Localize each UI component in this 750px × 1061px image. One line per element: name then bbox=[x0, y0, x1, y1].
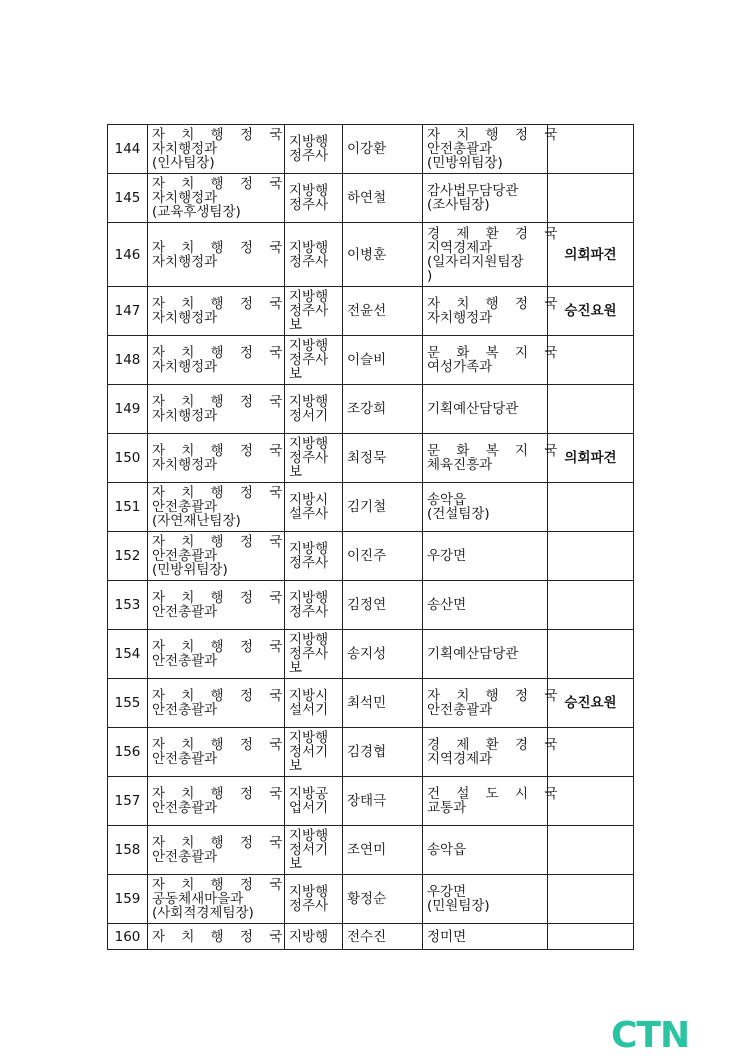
new-assignment bbox=[423, 483, 548, 532]
current-department-line: 자 치 행 정 국 bbox=[152, 688, 289, 704]
employee-name: 황정순 bbox=[343, 875, 423, 924]
rank bbox=[285, 581, 343, 630]
current-department-line: 안전총괄과 bbox=[152, 849, 218, 865]
rank-line: 설주사 bbox=[289, 506, 329, 522]
rank bbox=[285, 223, 343, 287]
row-number: 149 bbox=[108, 385, 148, 434]
new-assignment bbox=[423, 581, 548, 630]
new-assignment bbox=[423, 532, 548, 581]
current-department-line: 안전총괄과 bbox=[152, 548, 218, 564]
table-row bbox=[108, 532, 634, 581]
current-department bbox=[148, 125, 289, 174]
new-assignment-line: 지역경제과 bbox=[427, 751, 493, 767]
new-assignment-line: 건 설 도 시 국 bbox=[427, 786, 564, 802]
new-assignment-line: 교통과 bbox=[427, 800, 467, 816]
new-assignment-line: (일자리지원팀장 bbox=[427, 253, 524, 270]
ctn-logo: CTN bbox=[611, 1015, 690, 1056]
current-department bbox=[148, 826, 289, 875]
new-assignment-line: 문 화 복 지 국 bbox=[427, 345, 564, 361]
rank-line: 지방행 bbox=[289, 134, 329, 150]
remark bbox=[548, 532, 634, 581]
rank-line: 보 bbox=[289, 317, 303, 333]
new-assignment bbox=[423, 385, 548, 434]
rank-line: 지방행 bbox=[289, 183, 329, 199]
row-number: 146 bbox=[108, 223, 148, 287]
new-assignment-line: 자 치 행 정 국 bbox=[427, 688, 564, 704]
row-number: 151 bbox=[108, 483, 148, 532]
new-assignment-line: 지역경제과 bbox=[427, 239, 493, 256]
current-department bbox=[148, 630, 289, 679]
rank bbox=[285, 630, 343, 679]
new-assignment-line: 자치행정과 bbox=[427, 310, 493, 326]
rank-line: 지방행 bbox=[289, 239, 329, 256]
employee-name: 이병훈 bbox=[343, 223, 423, 287]
rank-line: 지방행 bbox=[289, 289, 329, 305]
rank bbox=[285, 336, 343, 385]
remark bbox=[548, 630, 634, 679]
employee-name: 김정연 bbox=[343, 581, 423, 630]
remark bbox=[548, 875, 634, 924]
current-department-line: 자치행정과 bbox=[152, 457, 218, 473]
new-assignment bbox=[423, 336, 564, 385]
current-department bbox=[148, 581, 289, 630]
rank bbox=[285, 875, 343, 924]
current-department-line: 자치행정과 bbox=[152, 141, 218, 157]
current-department-line: 자 치 행 정 국 bbox=[152, 296, 289, 312]
employee-name: 이강환 bbox=[343, 125, 423, 174]
table-row bbox=[108, 125, 634, 174]
current-department bbox=[148, 223, 289, 287]
employee-name: 조강희 bbox=[343, 385, 423, 434]
rank-line: 보 bbox=[289, 758, 303, 774]
current-department-line: (교육후생팀장) bbox=[152, 204, 241, 220]
personnel-table bbox=[107, 124, 634, 950]
rank bbox=[285, 532, 343, 581]
new-assignment bbox=[423, 434, 564, 483]
current-department-line: 자 치 행 정 국 bbox=[152, 835, 289, 851]
new-assignment bbox=[423, 287, 564, 336]
row-number: 155 bbox=[108, 679, 148, 728]
new-assignment-line: ) bbox=[427, 267, 433, 284]
rank bbox=[285, 287, 343, 336]
table-row bbox=[108, 826, 634, 875]
rank-line: 보 bbox=[289, 464, 303, 480]
current-department-line: 안전총괄과 bbox=[152, 702, 218, 718]
current-department-line: 자치행정과 bbox=[152, 359, 218, 375]
current-department-line: 안전총괄과 bbox=[152, 653, 218, 669]
new-assignment-line: 송악읍 bbox=[427, 492, 467, 508]
employee-name: 최정묵 bbox=[343, 434, 423, 483]
remark bbox=[548, 174, 634, 223]
table-row bbox=[108, 679, 634, 728]
rank-line: 지방행 bbox=[289, 828, 329, 844]
employee-name: 전수진 bbox=[343, 924, 423, 950]
employee-name: 조연미 bbox=[343, 826, 423, 875]
new-assignment-line: 송악읍 bbox=[427, 842, 467, 858]
row-number: 145 bbox=[108, 174, 148, 223]
current-department-line: 자 치 행 정 국 bbox=[152, 394, 289, 410]
rank-line: 정서기 bbox=[289, 408, 329, 424]
rank-line: 지방시 bbox=[289, 688, 329, 704]
rank-line: 지방행 bbox=[289, 338, 329, 354]
current-department bbox=[148, 532, 289, 581]
rank-line: 보 bbox=[289, 856, 303, 872]
current-department bbox=[148, 174, 289, 223]
employee-name: 송지성 bbox=[343, 630, 423, 679]
new-assignment bbox=[423, 630, 548, 679]
rank bbox=[285, 728, 343, 777]
table-row bbox=[108, 174, 634, 223]
table-row bbox=[108, 483, 634, 532]
rank-line: 지방시 bbox=[289, 492, 329, 508]
rank-line: 업서기 bbox=[289, 800, 329, 816]
rank bbox=[285, 679, 343, 728]
current-department bbox=[148, 483, 289, 532]
new-assignment-line: 송산면 bbox=[427, 597, 467, 613]
employee-name: 하연철 bbox=[343, 174, 423, 223]
employee-name: 김경협 bbox=[343, 728, 423, 777]
current-department-line: 안전총괄과 bbox=[152, 499, 218, 515]
current-department-line: 자 치 행 정 국 bbox=[152, 928, 289, 945]
current-department-line: (자연재난팀장) bbox=[152, 513, 241, 529]
employee-name: 이진주 bbox=[343, 532, 423, 581]
current-department-line: (사회적경제팀장) bbox=[152, 905, 254, 921]
current-department-line: (민방위팀장) bbox=[152, 562, 228, 578]
current-department bbox=[148, 679, 289, 728]
new-assignment bbox=[423, 223, 564, 287]
rank-line: 지방행 bbox=[289, 884, 329, 900]
current-department-line: 안전총괄과 bbox=[152, 800, 218, 816]
employee-name: 장태극 bbox=[343, 777, 423, 826]
rank-line: 지방행 bbox=[289, 394, 329, 410]
new-assignment-line: 우강면 bbox=[427, 548, 467, 564]
rank bbox=[285, 924, 343, 950]
rank-line: 지방행 bbox=[289, 928, 329, 945]
current-department-line: 자 치 행 정 국 bbox=[152, 345, 289, 361]
current-department bbox=[148, 875, 289, 924]
table-row bbox=[108, 924, 634, 950]
current-department-line: 자치행정과 bbox=[152, 408, 218, 424]
employee-name: 이슬비 bbox=[343, 336, 423, 385]
new-assignment bbox=[423, 174, 548, 223]
new-assignment-line: (민원팀장) bbox=[427, 898, 490, 914]
current-department-line: 자 치 행 정 국 bbox=[152, 877, 289, 893]
rank-line: 정주사 bbox=[289, 646, 329, 662]
rank-line: 지방행 bbox=[289, 632, 329, 648]
remark bbox=[548, 826, 634, 875]
rank-line: 지방공 bbox=[289, 786, 329, 802]
new-assignment bbox=[423, 875, 548, 924]
current-department bbox=[148, 777, 289, 826]
rank-line: 지방행 bbox=[289, 436, 329, 452]
current-department-line: 자 치 행 정 국 bbox=[152, 737, 289, 753]
table-row bbox=[108, 223, 634, 287]
table-row bbox=[108, 875, 634, 924]
new-assignment bbox=[423, 125, 564, 174]
row-number: 154 bbox=[108, 630, 148, 679]
rank bbox=[285, 434, 343, 483]
new-assignment-line: 기획예산담당관 bbox=[427, 401, 519, 417]
row-number: 158 bbox=[108, 826, 148, 875]
table-row bbox=[108, 336, 634, 385]
current-department-line: 자치행정과 bbox=[152, 253, 218, 270]
rank-line: 정주사 bbox=[289, 253, 329, 270]
rank-line: 보 bbox=[289, 660, 303, 676]
row-number: 156 bbox=[108, 728, 148, 777]
table-row bbox=[108, 630, 634, 679]
rank-line: 정주사 bbox=[289, 352, 329, 368]
rank-line: 지방행 bbox=[289, 541, 329, 557]
current-department-line: 자 치 행 정 국 bbox=[152, 485, 289, 501]
new-assignment bbox=[423, 826, 548, 875]
new-assignment-line: 안전총괄과 bbox=[427, 141, 493, 157]
rank-line: 보 bbox=[289, 366, 303, 382]
current-department-line: 자치행정과 bbox=[152, 190, 218, 206]
rank bbox=[285, 826, 343, 875]
new-assignment-line: 안전총괄과 bbox=[427, 702, 493, 718]
new-assignment-line: 문 화 복 지 국 bbox=[427, 443, 564, 459]
new-assignment-line: 경 제 환 경 국 bbox=[427, 737, 564, 753]
current-department-line: 자 치 행 정 국 bbox=[152, 443, 289, 459]
remark: 의회파견 bbox=[548, 223, 634, 287]
rank-line: 지방행 bbox=[289, 590, 329, 606]
new-assignment-line: 감사법무담당관 bbox=[427, 183, 519, 199]
table-row bbox=[108, 434, 634, 483]
remark bbox=[548, 385, 634, 434]
current-department-line: 자치행정과 bbox=[152, 310, 218, 326]
new-assignment-line: 자 치 행 정 국 bbox=[427, 127, 564, 143]
new-assignment-line: (민방위팀장) bbox=[427, 155, 503, 171]
table-row bbox=[108, 728, 634, 777]
rank-line: 정주사 bbox=[289, 148, 329, 164]
new-assignment-line: 경 제 환 경 국 bbox=[427, 225, 564, 242]
current-department-line: 자 치 행 정 국 bbox=[152, 239, 289, 256]
current-department-line: 자 치 행 정 국 bbox=[152, 639, 289, 655]
rank-line: 정서기 bbox=[289, 842, 329, 858]
remark bbox=[548, 581, 634, 630]
remark bbox=[548, 924, 634, 950]
row-number: 147 bbox=[108, 287, 148, 336]
new-assignment-line: 여성가족과 bbox=[427, 359, 493, 375]
current-department bbox=[148, 385, 289, 434]
current-department bbox=[148, 434, 289, 483]
current-department bbox=[148, 728, 289, 777]
new-assignment bbox=[423, 679, 564, 728]
remark: 의회파견 bbox=[548, 434, 634, 483]
new-assignment bbox=[423, 728, 564, 777]
rank bbox=[285, 385, 343, 434]
table-row bbox=[108, 581, 634, 630]
row-number: 148 bbox=[108, 336, 148, 385]
new-assignment-line: (건설팀장) bbox=[427, 506, 490, 522]
row-number: 159 bbox=[108, 875, 148, 924]
rank-line: 정주사 bbox=[289, 604, 329, 620]
rank bbox=[285, 483, 343, 532]
row-number: 153 bbox=[108, 581, 148, 630]
current-department-line: 자 치 행 정 국 bbox=[152, 590, 289, 606]
rank-line: 정주사 bbox=[289, 303, 329, 319]
new-assignment bbox=[423, 924, 548, 950]
rank-line: 지방행 bbox=[289, 730, 329, 746]
current-department-line: 공동체새마을과 bbox=[152, 891, 244, 907]
remark bbox=[548, 483, 634, 532]
current-department-line: 자 치 행 정 국 bbox=[152, 127, 289, 143]
current-department-line: (인사팀장) bbox=[152, 155, 215, 171]
current-department-line: 안전총괄과 bbox=[152, 751, 218, 767]
current-department-line: 자 치 행 정 국 bbox=[152, 534, 289, 550]
rank-line: 설서기 bbox=[289, 702, 329, 718]
current-department-line: 자 치 행 정 국 bbox=[152, 176, 289, 192]
employee-name: 김기철 bbox=[343, 483, 423, 532]
rank bbox=[285, 125, 343, 174]
remark: 승진요원 bbox=[548, 287, 634, 336]
rank-line: 정주사 bbox=[289, 898, 329, 914]
current-department bbox=[148, 336, 289, 385]
current-department-line: 안전총괄과 bbox=[152, 604, 218, 620]
rank-line: 정주사 bbox=[289, 450, 329, 466]
rank-line: 정서기 bbox=[289, 744, 329, 760]
row-number: 160 bbox=[108, 924, 148, 950]
current-department bbox=[148, 287, 289, 336]
current-department-line: 자 치 행 정 국 bbox=[152, 786, 289, 802]
new-assignment-line: 기획예산담당관 bbox=[427, 646, 519, 662]
table-row bbox=[108, 385, 634, 434]
rank bbox=[285, 174, 343, 223]
current-department bbox=[148, 924, 289, 950]
table-row bbox=[108, 287, 634, 336]
new-assignment-line: 자 치 행 정 국 bbox=[427, 296, 564, 312]
remark: 승진요원 bbox=[548, 679, 634, 728]
rank-line: 정주사 bbox=[289, 555, 329, 571]
new-assignment-line: 체육진흥과 bbox=[427, 457, 493, 473]
new-assignment-line: 우강면 bbox=[427, 884, 467, 900]
row-number: 152 bbox=[108, 532, 148, 581]
rank bbox=[285, 777, 343, 826]
table-row bbox=[108, 777, 634, 826]
row-number: 157 bbox=[108, 777, 148, 826]
employee-name: 전윤선 bbox=[343, 287, 423, 336]
rank-line: 정주사 bbox=[289, 197, 329, 213]
employee-name: 최석민 bbox=[343, 679, 423, 728]
row-number: 144 bbox=[108, 125, 148, 174]
new-assignment bbox=[423, 777, 564, 826]
new-assignment-line: (조사팀장) bbox=[427, 197, 490, 213]
new-assignment-line: 정미면 bbox=[427, 928, 467, 945]
row-number: 150 bbox=[108, 434, 148, 483]
